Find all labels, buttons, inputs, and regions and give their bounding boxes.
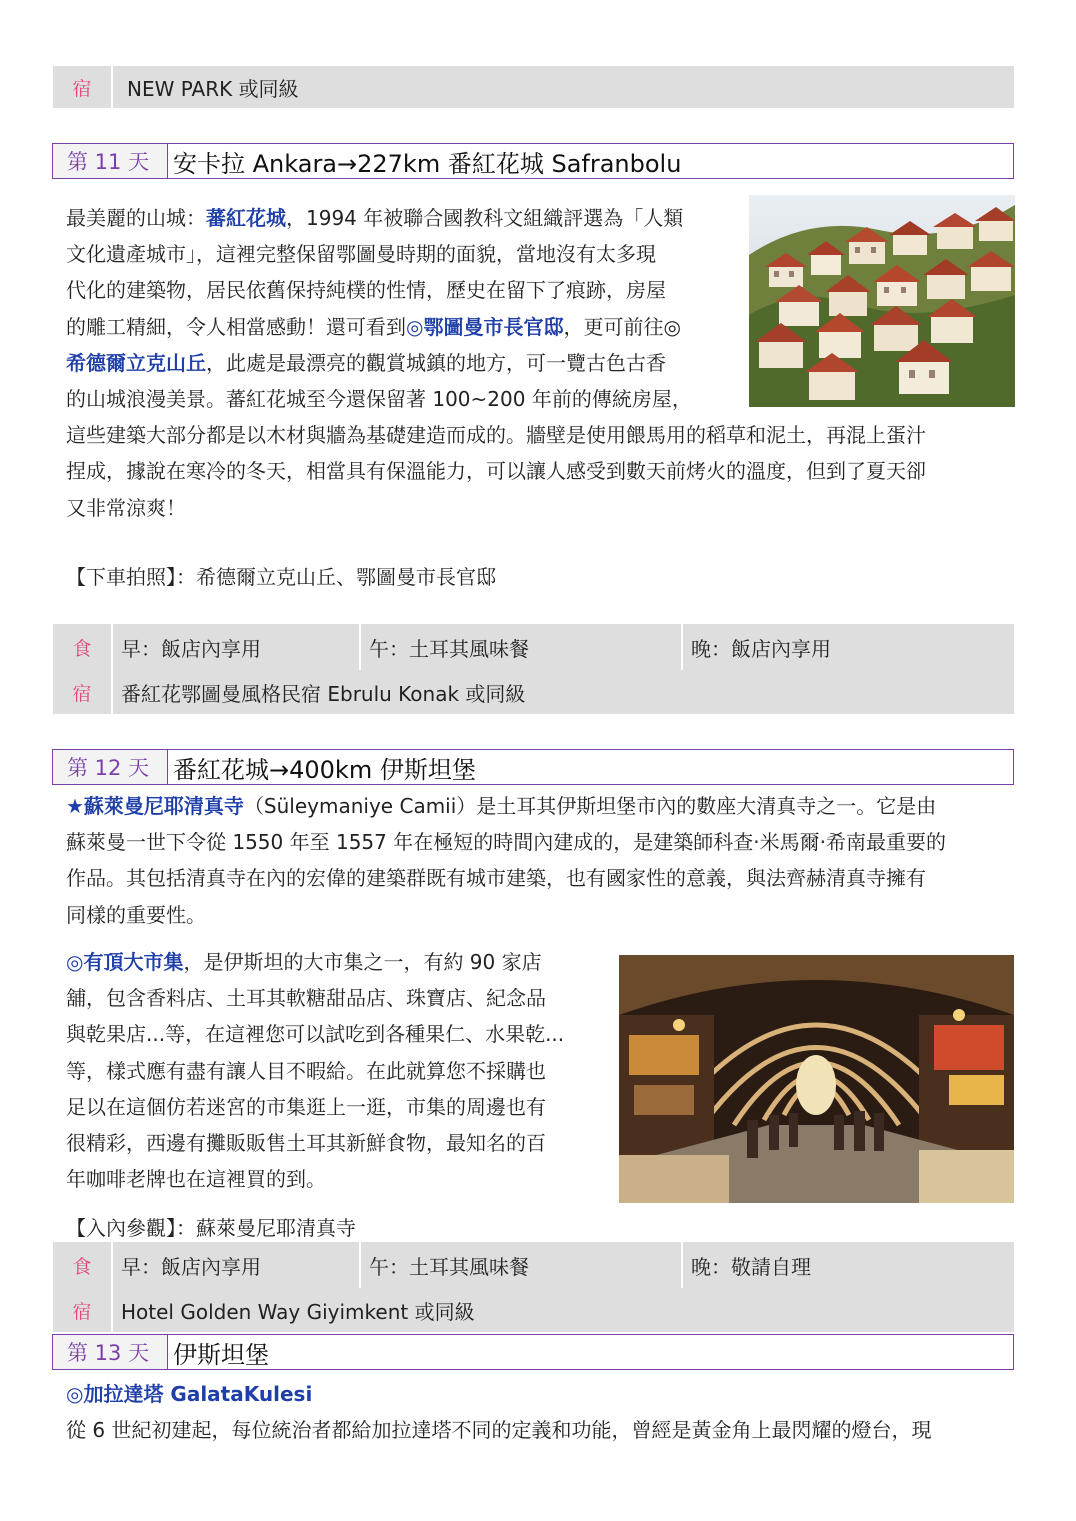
text-line: 又非常涼爽！ [66,495,186,520]
hotel-bar-day10 [53,66,1014,110]
highlight-saffron-city: 蕃紅花城 [206,206,286,230]
safranbolu-photo [749,195,1015,407]
text-line: 這些建築大部分都是以木材與牆為基礎建造而成的。牆壁是使用餵馬用的稻草和泥土，再混上蛋汁 [66,423,926,448]
highlight-grand-bazaar: ◎有頂大市集 [66,950,184,974]
text-line: 捏成，據說在寒冷的冬天，相當具有保溫能力，可以讓人感受到數天前烤火的溫度，但到了夏天卻 [66,459,926,484]
text-line: 年咖啡老牌也在這裡買的到。 [66,1167,326,1192]
day-13-label: 第 13 天 [53,1335,168,1369]
day-11-header [52,143,1014,179]
text-line: 的雕工精細，令人相當感動！還可看到◎鄂圖曼市長官邸，更可前往◎ [66,314,681,339]
text-line: ◎有頂大市集，是伊斯坦的大市集之一，有約 90 家店 [66,950,542,974]
breakfast: 早：飯店內享用 [121,636,261,661]
text-line: 希德爾立克山丘，此處是最漂亮的觀賞城鎮的地方，可一覽古色古香 [66,350,666,375]
highlight-galata-tower: ◎加拉達塔 GalataKulesi [66,1382,313,1406]
hotel-bar-day11 [53,670,1014,716]
text-line: 最美麗的山城：蕃紅花城，1994 年被聯合國教科文組織評選為「人類 [66,206,684,230]
hotel-label: 宿 [53,66,113,108]
text-line: 很精彩，西邊有攤販販售土耳其新鮮食物，最知名的百 [66,1131,546,1156]
hotel-text: NEW PARK 或同級 [127,76,299,101]
day-13-title: 伊斯坦堡 [173,1340,269,1369]
grand-bazaar-photo [619,955,1014,1203]
photo-stop-line: 【下車拍照】：希德爾立克山丘、鄂圖曼市長官邸 [66,565,496,589]
hotel-text: Hotel Golden Way Giyimkent 或同級 [121,1299,475,1324]
day-12-bazaar-description [66,944,606,1197]
day-12-label: 第 12 天 [53,750,168,784]
day-12-header [52,749,1014,785]
text-line: 文化遺產城市」，這裡完整保留鄂圖曼時期的面貌，當地沒有太多現 [66,242,656,267]
text-line: 的山城浪漫美景。蕃紅花城至今還保留著 100~200 年前的傳統房屋， [66,387,692,412]
text-line: 與乾果店...等，在這裡您可以試吃到各種果仁、水果乾... [66,1022,565,1047]
text-line: 足以在這個仿若迷宮的市集逛上一逛，市集的周邊也有 [66,1094,546,1119]
meals-bar-day12 [53,1242,1014,1290]
highlight-hidirlik-hill: 希德爾立克山丘 [66,350,206,375]
breakfast: 早：飯店內享用 [121,1254,261,1279]
hotel-bar-day12 [53,1288,1014,1334]
meal-label: 食 [53,1242,113,1288]
hotel-label: 宿 [53,670,113,714]
day-13-header [52,1334,1014,1370]
lunch: 午：土耳其風味餐 [359,624,681,670]
day-12-mosque-description [66,788,1016,933]
meals-bar-day11 [53,624,1014,672]
day-13-text: 從 6 世紀初建起，每位統治者都給加拉達塔不同的定義和功能，曾經是黃金角上最閃耀的燈台，現 [66,1418,932,1442]
day-12-title: 番紅花城→400km 伊斯坦堡 [173,755,476,784]
day-11-title: 安卡拉 Ankara→227km 番紅花城 Safranbolu [173,149,682,178]
hotel-text: 番紅花鄂圖曼風格民宿 Ebrulu Konak 或同級 [121,681,526,706]
text-line: 作品。其包括清真寺在內的宏偉的建築群既有城市建築，也有國家性的意義，與法齊赫清真寺擁有 [66,866,926,891]
meal-label: 食 [53,624,113,670]
highlight-mayor-residence: ◎鄂圖曼市長官邸 [406,314,564,339]
text-line: ★蘇萊曼尼耶清真寺（Süleymaniye Camii）是土耳其伊斯坦堡市內的數座大清真寺之一。它是由 [66,794,937,818]
lunch: 午：土耳其風味餐 [359,1242,681,1288]
dinner: 晚：飯店內享用 [681,624,1014,670]
text-line: 等，樣式應有盡有讓人目不暇給。在此就算您不採購也 [66,1058,546,1083]
text-line: 舖，包含香料店、土耳其軟糖甜品店、珠寶店、紀念品 [66,986,546,1011]
text-line: 代化的建築物，居民依舊保持純樸的性情，歷史在留下了痕跡，房屋 [66,278,666,303]
text-line: 蘇萊曼一世下令從 1550 年至 1557 年在極短的時間內建成的，是建築師科查·米馬爾·希南最重要的 [66,830,946,855]
visit-line: 【入內參觀】：蘇萊曼尼耶清真寺 [66,1216,356,1240]
hotel-label: 宿 [53,1288,113,1332]
dinner: 晚：敬請自理 [681,1242,1014,1288]
day-11-label: 第 11 天 [53,144,168,178]
highlight-suleymaniye: ★蘇萊曼尼耶清真寺 [66,794,244,818]
text-line: 同樣的重要性。 [66,902,206,927]
